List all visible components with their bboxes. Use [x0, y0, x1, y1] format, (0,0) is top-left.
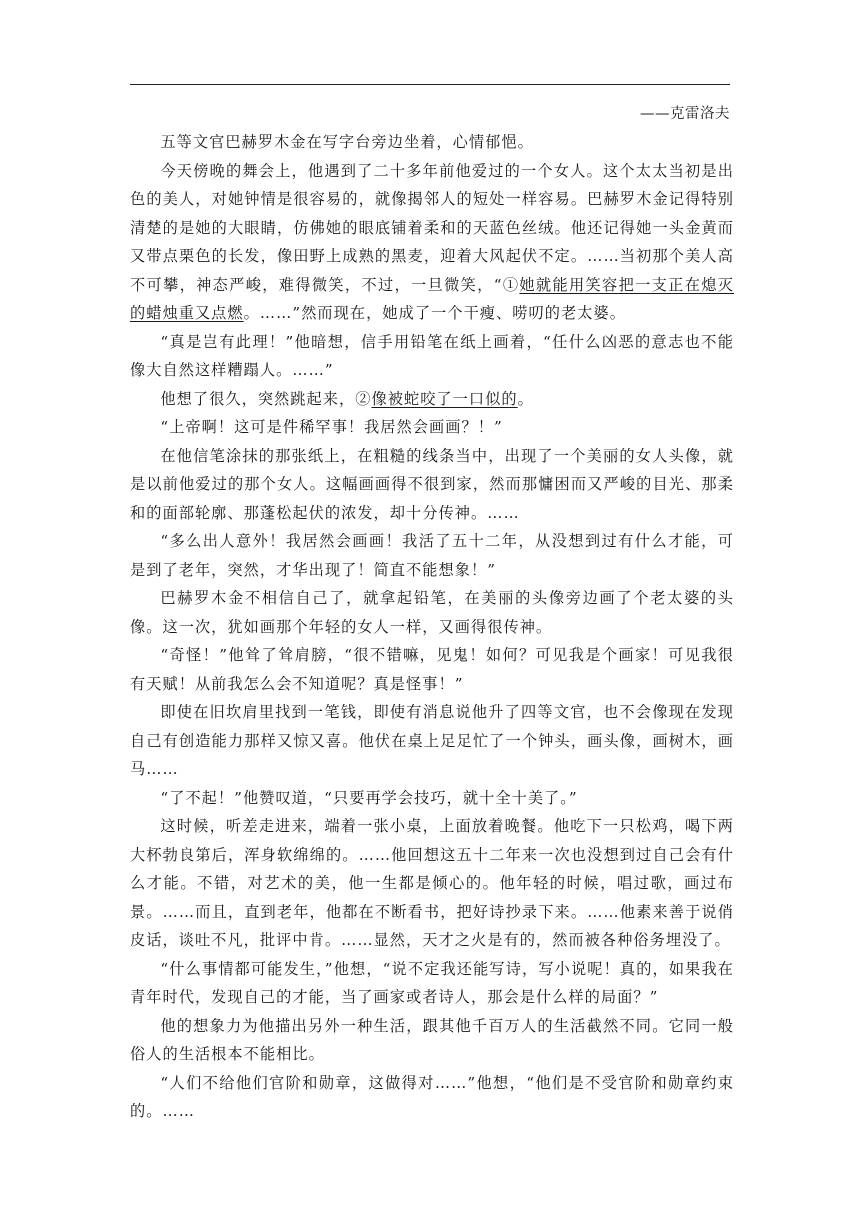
- text-run: 巴赫罗木金不相信自己了，就拿起铅笔，在美丽的头像旁边画了个老太婆的头像。这一次，犹如画那个年轻的女人一样，又画得很传神。: [130, 589, 734, 636]
- text-run: “奇怪！”他耸了耸肩膀，“很不错嘛，见鬼！如何？可见我是个画家！可见我很有天赋！从前我怎么会不知道呢？真是怪事！”: [130, 646, 734, 693]
- text-run: 即使在旧坎肩里找到一笔钱，即使有消息说他升了四等文官，也不会像现在发现自己有创造能力那样又惊又喜。他伏在桌上足足忙了一个钟头，画头像，画树木，画马……: [130, 703, 734, 778]
- paragraph: [130, 328, 734, 385]
- top-rule: [130, 84, 730, 85]
- paragraph: [130, 584, 734, 641]
- text-run: 。: [517, 389, 534, 408]
- text-run: “了不起！”他赞叹道，“只要再学会技巧，就十全十美了。”: [160, 788, 578, 807]
- paragraph: [130, 1069, 734, 1126]
- paragraph: [130, 955, 734, 1012]
- author-attribution: ——克雷洛夫: [640, 106, 730, 122]
- paragraph: [130, 812, 734, 955]
- text-run: “多么出人意外！我居然会画画！我活了五十二年，从没想到过有什么才能，可是到了老年，突然，才华出现了！简直不能想象！”: [130, 532, 734, 579]
- text-run: 他想了很久，突然跳起来，②: [160, 389, 372, 408]
- underlined-phrase: 像被蛇咬了一口似的: [371, 389, 518, 408]
- text-run: 这时候，听差走进来，端着一张小桌，上面放着晚餐。他吃下一只松鸡，喝下两大杯勃良第后，浑身软绵绵的。……他回想这五十二年来一次也没想到过自己会有什么才能。不错，对艺术的美，他一生都是倾心的。他年轻的时候，唱过歌，画过布景。……而且，直到老年，他都在不断看书，把好诗抄录下来。……他素来善于说俏皮话，谈吐不凡，批评中肯。……显然，天才之火是有的，然而被各种俗务埋没了。: [130, 817, 734, 949]
- underlined-phrase: 她就能用笑容把一支正在熄灭的蜡烛重又点燃: [130, 275, 735, 322]
- text-run: 他的想象力为他描出另外一种生活，跟其他千百万人的生活截然不同。它同一般俗人的生活根本不能相比。: [130, 1016, 734, 1063]
- paragraph: [130, 157, 734, 328]
- text-run: 今天傍晚的舞会上，他遇到了二十多年前他爱过的一个女人。这个太太当初是出色的美人，对她钟情是很容易的，就像揭邻人的短处一样容易。巴赫罗木金记得特别清楚的是她的大眼睛，仿佛她的眼底铺着柔和的天蓝色丝绒。他还记得她一头金黄而又带点栗色的长发，像田野上成熟的黑麦，迎着大风起伏不定。……当初那个美人高不可攀，神态严峻，难得微笑，不过，一旦微笑，“①: [130, 161, 734, 294]
- text-run: 。……”然而现在，她成了一个干瘦、唠叨的老太婆。: [243, 304, 626, 322]
- paragraph: [130, 442, 734, 528]
- text-run: “什么事情都可能发生，”他想，“说不定我还能写诗，写小说呢！真的，如果我在青年时代，发现自己的才能，当了画家或者诗人，那会是什么样的局面？”: [130, 959, 734, 1006]
- text-run: 在他信笔涂抹的那张纸上，在粗糙的线条当中，出现了一个美丽的女人头像，就是以前他爱过的那个女人。这幅画画得不很到家，然而那慵困而又严峻的目光、那柔和的面部轮廓、那蓬松起伏的浓发，却十分传神。……: [130, 446, 734, 522]
- paragraph: [130, 385, 734, 414]
- paragraph: [130, 413, 734, 442]
- paragraph: [130, 527, 734, 584]
- text-run: “真是岂有此理！”他暗想，信手用铅笔在纸上画着，“任什么凶恶的意志也不能像大自然这样糟蹋人。……”: [130, 332, 734, 379]
- text-run: 五等文官巴赫罗木金在写字台旁边坐着，心情郁悒。: [160, 133, 534, 151]
- paragraph: [130, 698, 734, 784]
- paragraph: [130, 641, 734, 698]
- story-text: [130, 128, 734, 1126]
- text-run: “上帝啊！这可是件稀罕事！我居然会画画？！”: [160, 418, 503, 436]
- paragraph: [130, 128, 734, 157]
- paragraph: [130, 1012, 734, 1069]
- paragraph: [130, 784, 734, 813]
- text-run: “人们不给他们官阶和勋章，这做得对……”他想，“他们是不受官阶和勋章约束的。……: [130, 1073, 734, 1120]
